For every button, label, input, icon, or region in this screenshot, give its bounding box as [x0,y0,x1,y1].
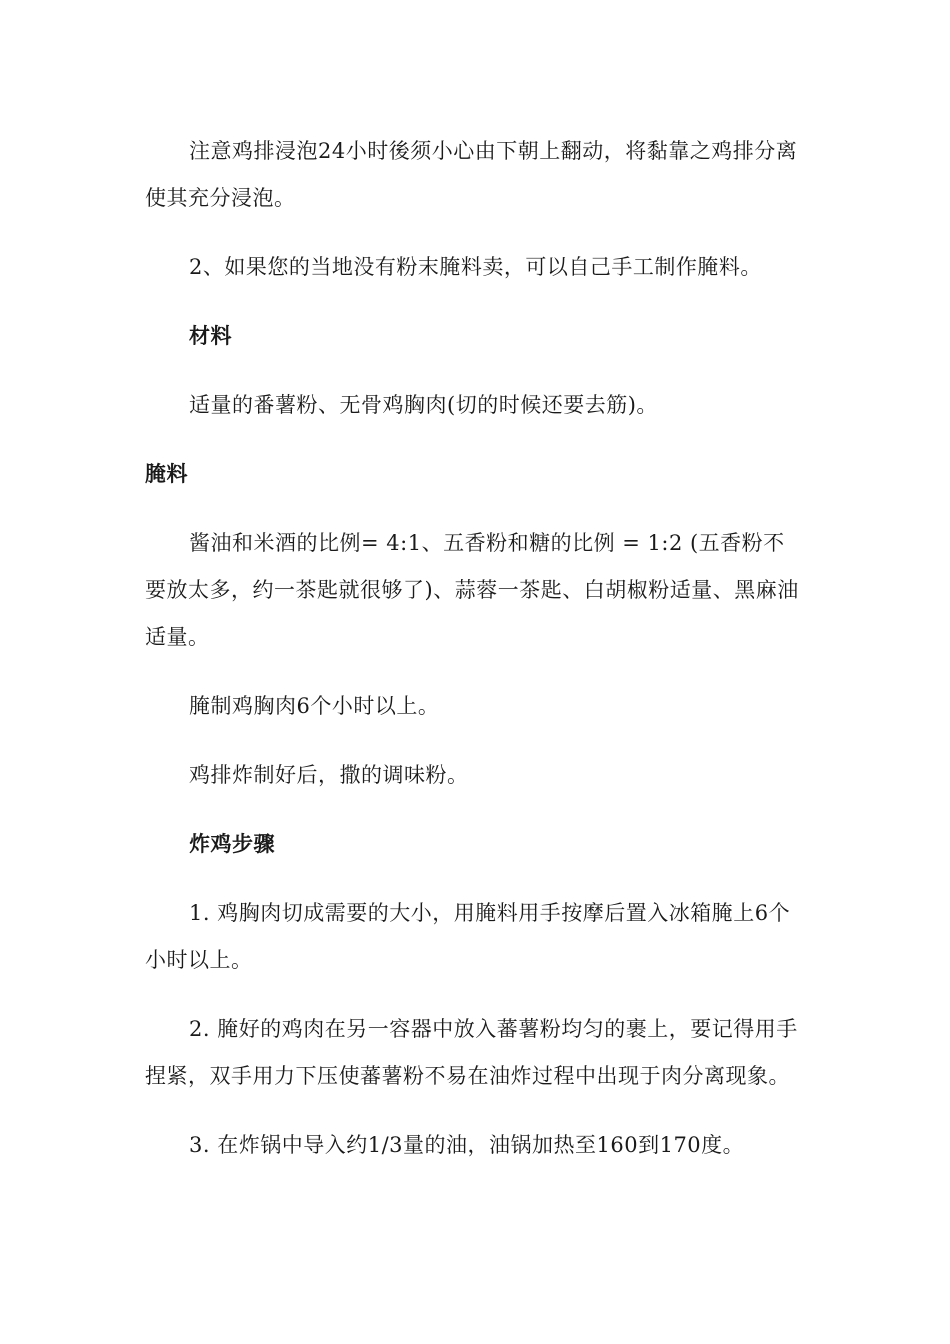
paragraph-homemade-marinade: 2、如果您的当地没有粉末腌料卖，可以自己手工制作腌料。 [189,255,762,279]
document-body [145,128,805,1169]
step-2: 2. 腌好的鸡肉在另一容器中放入蕃薯粉均匀的裹上，要记得用手捏紧，双手用力下压使蕃薯粉不易在油炸过程中出现于肉分离现象。 [145,1017,798,1088]
step-1: 1. 鸡胸肉切成需要的大小，用腌料用手按摩后置入冰箱腌上6个小时以上。 [145,901,791,972]
paragraph-marinade-ratio: 酱油和米酒的比例= 4:1、五香粉和糖的比例 = 1:2 (五香粉不要放太多，约一茶匙就很够了)、蒜蓉一茶匙、白胡椒粉适量、黑麻油适量。 [145,531,799,649]
paragraph-seasoning: 鸡排炸制好后，撒的调味粉。 [189,763,469,787]
step-3: 3. 在炸锅中导入约1/3量的油，油锅加热至160到170度。 [189,1133,745,1157]
paragraph-ingredients: 适量的番薯粉、无骨鸡胸肉(切的时候还要去筋)。 [189,393,658,417]
heading-marinade: 腌料 [145,462,188,486]
paragraph-marinate-time: 腌制鸡胸肉6个小时以上。 [189,694,440,718]
heading-frying-steps: 炸鸡步骤 [189,832,275,856]
paragraph-soak-note: 注意鸡排浸泡24小时後须小心由下朝上翻动，将黏靠之鸡排分离使其充分浸泡。 [145,139,798,210]
heading-ingredients: 材料 [189,324,232,348]
